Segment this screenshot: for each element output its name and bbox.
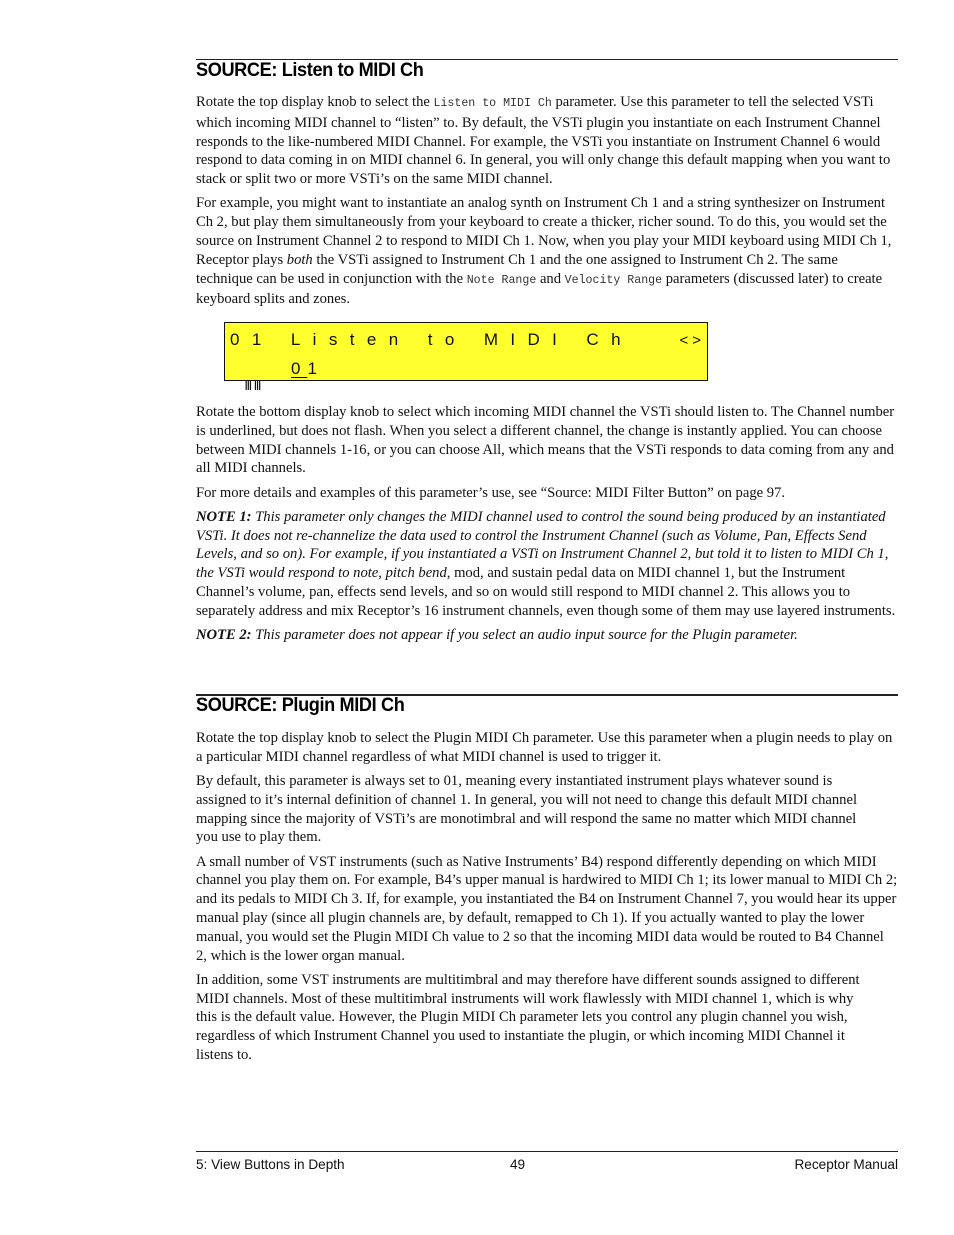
section-heading-listen-to-midi-ch: SOURCE: Listen to MIDI Ch: [196, 59, 424, 81]
parameter-name: Velocity Range: [564, 273, 663, 287]
footer-page-number: 49: [510, 1157, 526, 1172]
paragraph: For more details and examples of this parameter’s use, see “Source: MIDI Filter Button” on page 97.: [196, 484, 786, 501]
footer-rule: [196, 1151, 898, 1152]
footer-chapter: 5: View Buttons in Depth: [196, 1157, 345, 1172]
section2-body: [196, 729, 898, 1070]
lcd-arrows: <>: [679, 332, 705, 349]
paragraph: In addition, some VST instruments are multitimbral and may therefore have different sounds assigned to different MIDI channels. Most of these multitimbral instruments will work flawlessly with MIDI channel 1, which is why this is the default value. However, the Plugin MIDI Ch parameter lets you control any plugin channel you wish, regardless of which Instrument Channel you used to instantiate the plugin, or which incoming MIDI Channel it listens to.: [196, 971, 860, 1063]
paragraph: By default, this parameter is always set to 01, meaning every instantiated instrument plays whatever sound is assigned to it’s internal definition of channel 1. In general, you will not need to change this default MIDI channel mapping since the majority of VSTi’s are monotimbral and will respond the same no matter which MIDI channel you use to play them.: [196, 772, 857, 846]
parameter-name: Note Range: [466, 273, 537, 287]
parameter-name: Listen to MIDI Ch: [433, 97, 552, 110]
lcd-row-top: 01 Listen to MIDI Ch: [230, 330, 633, 349]
note-2: NOTE 2: This parameter does not appear if you select an audio input source for the Plugin parameter.: [196, 626, 798, 643]
lcd-display: [224, 322, 708, 393]
paragraph: A small number of VST instruments (such as Native Instruments’ B4) respond differently depending on which MIDI channel you play them on. For example, B4’s upper manual is hardwired to MIDI Ch 1; its lower manual to MIDI Ch 2; and its pedals to MIDI Ch 3. If, for example, you instantiated the B4 on Instrument Channel 7, you would hear its upper manual play (since all plugin channels are, by default, remapped to Ch 1). If you actually wanted to play the lower manual, you would set the Plugin MIDI Ch value to 2 so that the incoming MIDI data would be routed to B4 Channel 2, which is the lower organ manual.: [196, 853, 898, 964]
footer-manual-title: Receptor Manual: [794, 1157, 898, 1172]
paragraph: Rotate the bottom display knob to select which incoming MIDI channel the VSTi should listen to. The Channel number is underlined, but does not flash. When you select a different channel, the change is instantly applied. You can choose between MIDI channels 1-16, or you can choose All, which means that the VSTi responds to data coming from any and all MIDI channels.: [196, 404, 895, 477]
lcd-level-bars: lll lll: [244, 377, 261, 393]
lcd-underlined-digit: 0: [291, 359, 308, 378]
section1-body-2: [196, 403, 898, 650]
section1-body: [196, 93, 898, 315]
note-1: NOTE 1: This parameter only changes the MIDI channel used to control the sound being produced by an instantiated VSTi. It does not re-channelize the data used to control the Instrument Channel (such as Volume, Pan, Effects Send Levels, and so on). For example, if you instantiated a VSTi on Instrument Channel 2, but told it to listen to MIDI Ch 1, the VSTi would respond to note, pitch bend, mod, and sustain pedal data on MIDI channel 1, but the Instrument Channel’s volume, pan, effects send levels, and so on would still respond to MIDI channel 2. This allows you to separately address and mix Receptor’s 16 instrument channels, even though some of them may use layered instruments.: [196, 508, 896, 619]
paragraph: Rotate the top display knob to select the Listen to MIDI Ch parameter. Use this parameter to tell the selected VSTi which incoming MIDI channel to “listen” to. By default, the VSTi plugin you instantiate on each Instrument Channel responds to the like-numbered MIDI Channel. For example, the VSTi you instantiate on Instrument Channel 6 would respond to data coming in on MIDI channel 6. In general, you will only change this default mapping when you want to stack or split two or more VSTi’s on the same MIDI channel.: [196, 94, 891, 188]
paragraph: For example, you might want to instantiate an analog synth on Instrument Ch 1 and a string synthesizer on Instrument Ch 2, but play them simultaneously from your keyboard to create a thicker, richer sound. To do this, you would set the source on Instrument Channel 2 to respond to MIDI Ch 1. Now, when you play your MIDI keyboard using MIDI Ch 1, Receptor plays both the VSTi assigned to Instrument Ch 1 and the one assigned to Instrument Ch 2. The same technique can be used in conjunction with the Note Range and Velocity Range parameters (discussed later) to create keyboard splits and zones.: [196, 195, 892, 308]
paragraph: Rotate the top display knob to select the Plugin MIDI Ch parameter. Use this parameter when a plugin needs to play on a particular MIDI channel regardless of what MIDI channel is used to trigger it.: [196, 730, 893, 765]
section-heading-plugin-midi-ch: SOURCE: Plugin MIDI Ch: [196, 694, 405, 716]
lcd-channel-value: 01: [291, 359, 324, 378]
